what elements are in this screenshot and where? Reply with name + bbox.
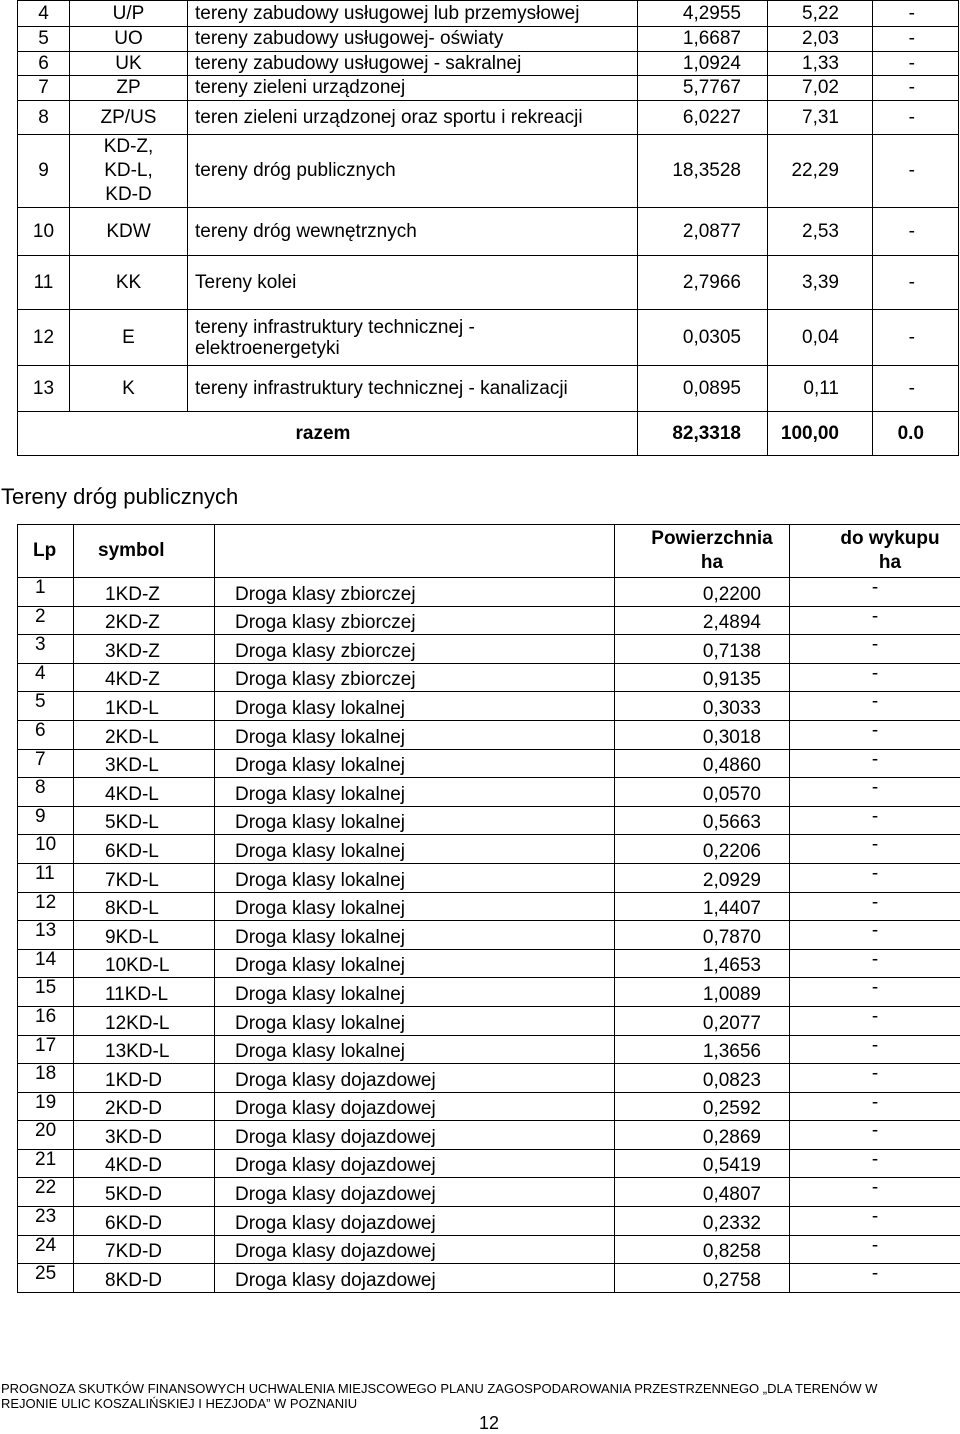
cell-symbol: 6KD-L — [74, 835, 215, 864]
cell-name: Droga klasy dojazdowej — [215, 1064, 615, 1093]
cell-symbol: 1KD-L — [74, 692, 215, 721]
cell-name: tereny dróg wewnętrznych — [188, 208, 638, 256]
cell-area: 0,7138 — [615, 635, 790, 664]
cell-pct: 0,11 — [768, 366, 873, 412]
header-lp: Lp — [18, 525, 74, 578]
cell-buy: - — [790, 806, 960, 835]
cell-area: 0,3033 — [615, 692, 790, 721]
cell-name: tereny infrastruktury technicznej - elektroenergetyki — [188, 310, 638, 366]
cell-name: teren zieleni urządzonej oraz sportu i rekreacji — [188, 101, 638, 135]
table-row — [18, 720, 960, 749]
cell-symbol: ZP/US — [70, 101, 188, 135]
table-row — [18, 606, 960, 635]
cell-name: Droga klasy lokalnej — [215, 778, 615, 807]
page-number: 12 — [479, 1413, 499, 1434]
table-row — [18, 208, 959, 256]
cell-symbol: 3KD-D — [74, 1121, 215, 1150]
cell-lp: 6 — [18, 720, 74, 749]
cell-area: 1,4653 — [615, 949, 790, 978]
cell-name: Tereny kolei — [188, 256, 638, 310]
table-row — [18, 806, 960, 835]
cell-lp: 10 — [18, 208, 70, 256]
table-row — [18, 52, 959, 76]
cell-area: 0,7870 — [615, 921, 790, 950]
cell-area: 0,2592 — [615, 1092, 790, 1121]
cell-symbol: 10KD-L — [74, 949, 215, 978]
cell-buy: - — [790, 1121, 960, 1150]
cell-symbol: UO — [70, 27, 188, 52]
table-row — [18, 1264, 960, 1293]
cell-symbol: ZP — [70, 76, 188, 101]
cell-lp: 14 — [18, 949, 74, 978]
cell-area: 2,0877 — [638, 208, 768, 256]
cell-buy: - — [790, 921, 960, 950]
cell-buy: - — [790, 1264, 960, 1293]
table-row — [18, 76, 959, 101]
cell-lp: 21 — [18, 1149, 74, 1178]
cell-name: Droga klasy zbiorczej — [215, 663, 615, 692]
cell-buy: - — [790, 663, 960, 692]
cell-buy: - — [790, 1092, 960, 1121]
sum-val: 0.0 — [873, 412, 959, 456]
table-row — [18, 366, 959, 412]
cell-lp: 7 — [18, 76, 70, 101]
cell-name: tereny infrastruktury technicznej - kanalizacji — [188, 366, 638, 412]
cell-name: Droga klasy lokalnej — [215, 749, 615, 778]
footer — [1, 1381, 959, 1411]
cell-lp: 8 — [18, 778, 74, 807]
cell-symbol: 2KD-Z — [74, 606, 215, 635]
cell-area: 2,0929 — [615, 863, 790, 892]
cell-buy: - — [790, 1235, 960, 1264]
cell-lp: 18 — [18, 1064, 74, 1093]
cell-buy: - — [790, 578, 960, 607]
table-row — [18, 256, 959, 310]
cell-name: Droga klasy lokalnej — [215, 806, 615, 835]
cell-name: Droga klasy lokalnej — [215, 863, 615, 892]
cell-area: 0,0823 — [615, 1064, 790, 1093]
cell-symbol: 3KD-Z — [74, 635, 215, 664]
sum-label: razem — [188, 412, 638, 456]
cell-name: tereny zabudowy usługowej - sakralnej — [188, 52, 638, 76]
cell-name: Droga klasy dojazdowej — [215, 1092, 615, 1121]
cell-area: 0,2206 — [615, 835, 790, 864]
cell-lp: 8 — [18, 101, 70, 135]
cell-lp: 2 — [18, 606, 74, 635]
table-row — [18, 949, 960, 978]
cell-symbol: 4KD-L — [74, 778, 215, 807]
table-row — [18, 692, 960, 721]
cell-symbol: 1KD-Z — [74, 578, 215, 607]
cell-symbol: 6KD-D — [74, 1207, 215, 1236]
cell-area: 0,2200 — [615, 578, 790, 607]
cell-val: - — [873, 27, 959, 52]
cell-buy: - — [790, 835, 960, 864]
cell-area: 0,2758 — [615, 1264, 790, 1293]
cell-symbol: KK — [70, 256, 188, 310]
cell-area: 0,2077 — [615, 1006, 790, 1035]
table-row — [18, 310, 959, 366]
sum-pct: 100,00 — [768, 412, 873, 456]
table-row — [18, 1207, 960, 1236]
cell-buy: - — [790, 692, 960, 721]
cell-name: Droga klasy dojazdowej — [215, 1207, 615, 1236]
cell-symbol: 1KD-D — [74, 1064, 215, 1093]
cell-buy: - — [790, 1149, 960, 1178]
cell-lp: 23 — [18, 1207, 74, 1236]
cell-name: Droga klasy lokalnej — [215, 692, 615, 721]
cell-symbol: 7KD-D — [74, 1235, 215, 1264]
cell-symbol: 12KD-L — [74, 1006, 215, 1035]
header-buy: do wykupu ha — [790, 525, 960, 578]
cell-area: 0,8258 — [615, 1235, 790, 1264]
table-row — [18, 635, 960, 664]
table-row — [18, 778, 960, 807]
cell-pct: 7,31 — [768, 101, 873, 135]
cell-buy: - — [790, 1178, 960, 1207]
cell-area: 1,0089 — [615, 978, 790, 1007]
cell-name: Droga klasy dojazdowej — [215, 1264, 615, 1293]
table-row — [18, 1092, 960, 1121]
cell-symbol: E — [70, 310, 188, 366]
cell-lp: 11 — [18, 256, 70, 310]
cell-lp: 3 — [18, 635, 74, 664]
land-use-table — [17, 0, 959, 456]
cell-name: Droga klasy zbiorczej — [215, 606, 615, 635]
cell-lp: 11 — [18, 863, 74, 892]
cell-lp: 12 — [18, 892, 74, 921]
table-row — [18, 101, 959, 135]
cell-lp: 1 — [18, 578, 74, 607]
table-row — [18, 921, 960, 950]
cell-symbol: 7KD-L — [74, 863, 215, 892]
cell-pct: 22,29 — [768, 135, 873, 208]
cell-area: 0,4807 — [615, 1178, 790, 1207]
cell-name: Droga klasy lokalnej — [215, 1035, 615, 1064]
cell-pct: 7,02 — [768, 76, 873, 101]
cell-lp: 20 — [18, 1121, 74, 1150]
cell-buy: - — [790, 1006, 960, 1035]
cell-symbol: 8KD-L — [74, 892, 215, 921]
cell-lp: 25 — [18, 1264, 74, 1293]
cell-name: Droga klasy lokalnej — [215, 978, 615, 1007]
cell-name: Droga klasy lokalnej — [215, 835, 615, 864]
table-row — [18, 1178, 960, 1207]
cell-name: tereny zabudowy usługowej lub przemysłowej — [188, 1, 638, 27]
cell-area: 1,3656 — [615, 1035, 790, 1064]
table-row — [18, 578, 960, 607]
cell-name: Droga klasy dojazdowej — [215, 1235, 615, 1264]
sum-area: 82,3318 — [638, 412, 768, 456]
cell-lp: 15 — [18, 978, 74, 1007]
cell-lp: 6 — [18, 52, 70, 76]
cell-area: 6,0227 — [638, 101, 768, 135]
cell-pct: 1,33 — [768, 52, 873, 76]
cell-buy: - — [790, 949, 960, 978]
cell-area: 1,6687 — [638, 27, 768, 52]
cell-symbol: U/P — [70, 1, 188, 27]
cell-symbol: 3KD-L — [74, 749, 215, 778]
sum-row — [18, 412, 959, 456]
cell-pct: 5,22 — [768, 1, 873, 27]
cell-val: - — [873, 1, 959, 27]
cell-pct: 2,03 — [768, 27, 873, 52]
cell-val: - — [873, 208, 959, 256]
cell-val: - — [873, 101, 959, 135]
cell-area: 1,0924 — [638, 52, 768, 76]
cell-val: - — [873, 76, 959, 101]
cell-buy: - — [790, 1064, 960, 1093]
table-row — [18, 1035, 960, 1064]
footer-line-1: PROGNOZA SKUTKÓW FINANSOWYCH UCHWALENIA MIEJSCOWEGO PLANU ZAGOSPODAROWANIA PRZESTRZENNEGO „DLA TERENÓW W — [1, 1381, 959, 1396]
cell-lp: 22 — [18, 1178, 74, 1207]
table-row — [18, 663, 960, 692]
cell-symbol: 2KD-L — [74, 720, 215, 749]
cell-symbol: 8KD-D — [74, 1264, 215, 1293]
cell-area: 0,2869 — [615, 1121, 790, 1150]
cell-buy: - — [790, 720, 960, 749]
table-header-row — [18, 525, 960, 578]
cell-buy: - — [790, 606, 960, 635]
cell-lp: 10 — [18, 835, 74, 864]
cell-name: Droga klasy zbiorczej — [215, 635, 615, 664]
cell-symbol: 11KD-L — [74, 978, 215, 1007]
cell-symbol: UK — [70, 52, 188, 76]
cell-buy: - — [790, 863, 960, 892]
cell-area: 0,5419 — [615, 1149, 790, 1178]
cell-symbol: 5KD-L — [74, 806, 215, 835]
cell-name: Droga klasy zbiorczej — [215, 578, 615, 607]
cell-lp: 9 — [18, 806, 74, 835]
table-row — [18, 835, 960, 864]
cell-pct: 3,39 — [768, 256, 873, 310]
cell-buy: - — [790, 635, 960, 664]
cell-name: Droga klasy lokalnej — [215, 720, 615, 749]
table-row — [18, 135, 959, 208]
cell-symbol: 9KD-L — [74, 921, 215, 950]
cell-area: 0,4860 — [615, 749, 790, 778]
cell-name: Droga klasy lokalnej — [215, 921, 615, 950]
table-row — [18, 27, 959, 52]
section-title: Tereny dróg publicznych — [1, 484, 238, 510]
cell-lp: 19 — [18, 1092, 74, 1121]
cell-symbol: 4KD-D — [74, 1149, 215, 1178]
cell-area: 0,0895 — [638, 366, 768, 412]
cell-lp: 5 — [18, 27, 70, 52]
cell-name: Droga klasy dojazdowej — [215, 1149, 615, 1178]
cell-pct: 0,04 — [768, 310, 873, 366]
cell-name: Droga klasy lokalnej — [215, 1006, 615, 1035]
footer-line-2: REJONIE ULIC KOSZALIŃSKIEJ I HEZJODA” W POZNANIU — [1, 1396, 959, 1411]
cell-val: - — [873, 256, 959, 310]
cell-name: tereny zabudowy usługowej- oświaty — [188, 27, 638, 52]
cell-area: 2,7966 — [638, 256, 768, 310]
cell-symbol: KD-Z, KD-L, KD-D — [70, 135, 188, 208]
cell-area: 0,9135 — [615, 663, 790, 692]
sum-empty — [18, 412, 188, 456]
cell-val: - — [873, 135, 959, 208]
cell-area: 0,0570 — [615, 778, 790, 807]
cell-buy: - — [790, 892, 960, 921]
cell-lp: 4 — [18, 663, 74, 692]
cell-lp: 12 — [18, 310, 70, 366]
table-row — [18, 1121, 960, 1150]
cell-buy: - — [790, 1207, 960, 1236]
cell-area: 0,5663 — [615, 806, 790, 835]
table-row — [18, 1149, 960, 1178]
cell-symbol: 2KD-D — [74, 1092, 215, 1121]
cell-name: Droga klasy lokalnej — [215, 949, 615, 978]
cell-val: - — [873, 366, 959, 412]
cell-lp: 17 — [18, 1035, 74, 1064]
cell-lp: 13 — [18, 921, 74, 950]
cell-lp: 24 — [18, 1235, 74, 1264]
cell-symbol: KDW — [70, 208, 188, 256]
cell-area: 18,3528 — [638, 135, 768, 208]
cell-lp: 13 — [18, 366, 70, 412]
cell-symbol: K — [70, 366, 188, 412]
cell-name: Droga klasy lokalnej — [215, 892, 615, 921]
cell-val: - — [873, 52, 959, 76]
header-name — [215, 525, 615, 578]
cell-name: tereny zieleni urządzonej — [188, 76, 638, 101]
cell-pct: 2,53 — [768, 208, 873, 256]
cell-name: Droga klasy dojazdowej — [215, 1121, 615, 1150]
header-area: Powierzchnia ha — [615, 525, 790, 578]
cell-area: 0,3018 — [615, 720, 790, 749]
cell-buy: - — [790, 978, 960, 1007]
table-row — [18, 1006, 960, 1035]
cell-buy: - — [790, 1035, 960, 1064]
cell-area: 5,7767 — [638, 76, 768, 101]
table-row — [18, 978, 960, 1007]
table-row — [18, 1, 959, 27]
cell-lp: 16 — [18, 1006, 74, 1035]
cell-area: 2,4894 — [615, 606, 790, 635]
cell-area: 1,4407 — [615, 892, 790, 921]
cell-lp: 5 — [18, 692, 74, 721]
cell-name: tereny dróg publicznych — [188, 135, 638, 208]
table-row — [18, 892, 960, 921]
cell-buy: - — [790, 778, 960, 807]
table-row — [18, 863, 960, 892]
cell-area: 4,2955 — [638, 1, 768, 27]
table-row — [18, 749, 960, 778]
header-symbol: symbol — [74, 525, 215, 578]
cell-lp: 4 — [18, 1, 70, 27]
table-row — [18, 1064, 960, 1093]
cell-area: 0,2332 — [615, 1207, 790, 1236]
cell-name: Droga klasy dojazdowej — [215, 1178, 615, 1207]
cell-val: - — [873, 310, 959, 366]
cell-area: 0,0305 — [638, 310, 768, 366]
cell-lp: 9 — [18, 135, 70, 208]
cell-symbol: 5KD-D — [74, 1178, 215, 1207]
cell-symbol: 13KD-L — [74, 1035, 215, 1064]
public-roads-table — [17, 524, 960, 1293]
cell-symbol: 4KD-Z — [74, 663, 215, 692]
cell-buy: - — [790, 749, 960, 778]
table-row — [18, 1235, 960, 1264]
cell-lp: 7 — [18, 749, 74, 778]
